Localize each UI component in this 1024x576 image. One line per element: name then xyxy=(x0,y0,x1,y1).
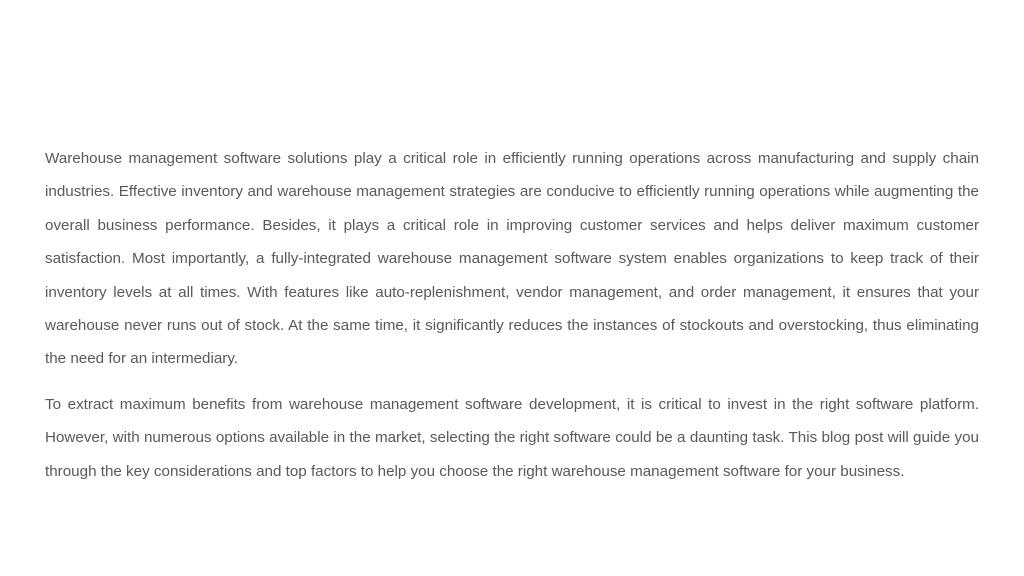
paragraph-1: Warehouse management software solutions play a critical role in efficiently running operations across manufacturing and supply chain industries. Effective inventory and warehouse management strategies are conducive to efficiently running operations while augmenting the overall business performance. Besides, it plays a critical role in improving customer services and helps deliver maximum customer satisfaction. Most importantly, a fully-integrated warehouse management software system enables organizations to keep track of their inventory levels at all times. With features like auto-replenishment, vendor management, and order management, it ensures that your warehouse never runs out of stock. At the same time, it significantly reduces the instances of stockouts and overstocking, thus eliminating the need for an intermediary. xyxy=(45,150,979,368)
body-text xyxy=(45,142,979,488)
paragraph-2: To extract maximum benefits from warehouse management software development, it is critical to invest in the right software platform. However, with numerous options available in the market, selecting the right software could be a daunting task. This blog post will guide you through the key considerations and top factors to help you choose the right warehouse management software for your business. xyxy=(45,395,979,480)
